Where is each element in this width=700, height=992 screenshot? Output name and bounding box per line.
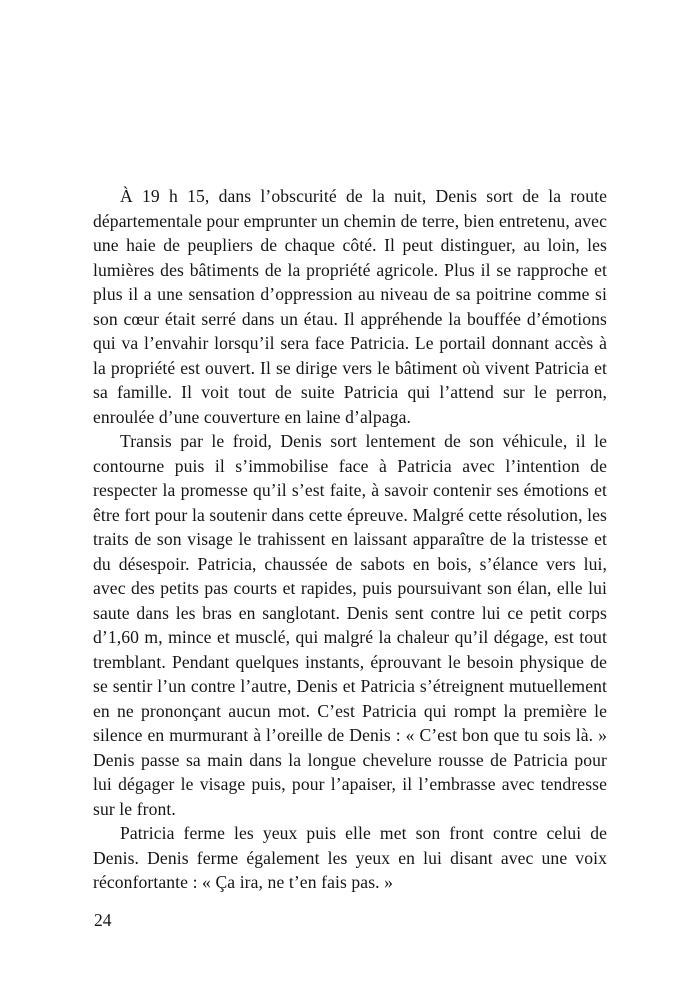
paragraph-2: Transis par le froid, Denis sort lentement de son véhicule, il le contourne puis il s’immobilise face à Patricia avec l’intention de respecter la promesse qu’il s’est faite, à savoir contenir ses émotions et être fort pour la soutenir dans cette épreuve. Malgré cette résolution, les traits de son visage le trahissent en laissant apparaître de la tristesse et du désespoir. Patricia, chaussée de sabots en bois, s’élance vers lui, avec des petits pas courts et rapides, puis poursuivant son élan, elle lui saute dans les bras en sanglotant. Denis sent contre lui ce petit corps d’1,60 m, mince et musclé, qui malgré la chaleur qu’il dégage, est tout tremblant. Pendant quelques instants, éprouvant le besoin physique de se sentir l’un contre l’autre, Denis et Patricia s’étreignent mutuellement en ne prononçant aucun mot. C’est Patricia qui rompt la première le silence en murmurant à l’oreille de Denis : « C’est bon que tu sois là. » Denis passe sa main dans la longue chevelure rousse de Patricia pour lui dégager le visage puis, pour l’apaiser, il l’embrasse avec tendresse sur le front.: [93, 431, 607, 819]
page-number: 24: [94, 910, 112, 930]
paragraph-3: Patricia ferme les yeux puis elle met son front contre celui de Denis. Denis ferme également les yeux en lui disant avec une voix réconfortante : « Ça ira, ne t’en fais pas. »: [93, 823, 607, 892]
paragraph-1: À 19 h 15, dans l’obscurité de la nuit, Denis sort de la route départementale pour emprunter un chemin de terre, bien entretenu, avec une haie de peupliers de chaque côté. Il peut distinguer, au loin, les lumières des bâtiments de la propriété agricole. Plus il se rapproche et plus il a une sensation d’oppression au niveau de sa poitrine comme si son cœur était serré dans un étau. Il appréhende la bouffée d’émotions qui va l’envahir lorsqu’il sera face Patricia. Le portail donnant accès à la propriété est ouvert. Il se dirige vers le bâtiment où vivent Patricia et sa famille. Il voit tout de suite Patricia qui l’attend sur le perron, enroulée d’une couverture en laine d’alpaga.: [93, 186, 607, 427]
body-text: [93, 184, 607, 895]
